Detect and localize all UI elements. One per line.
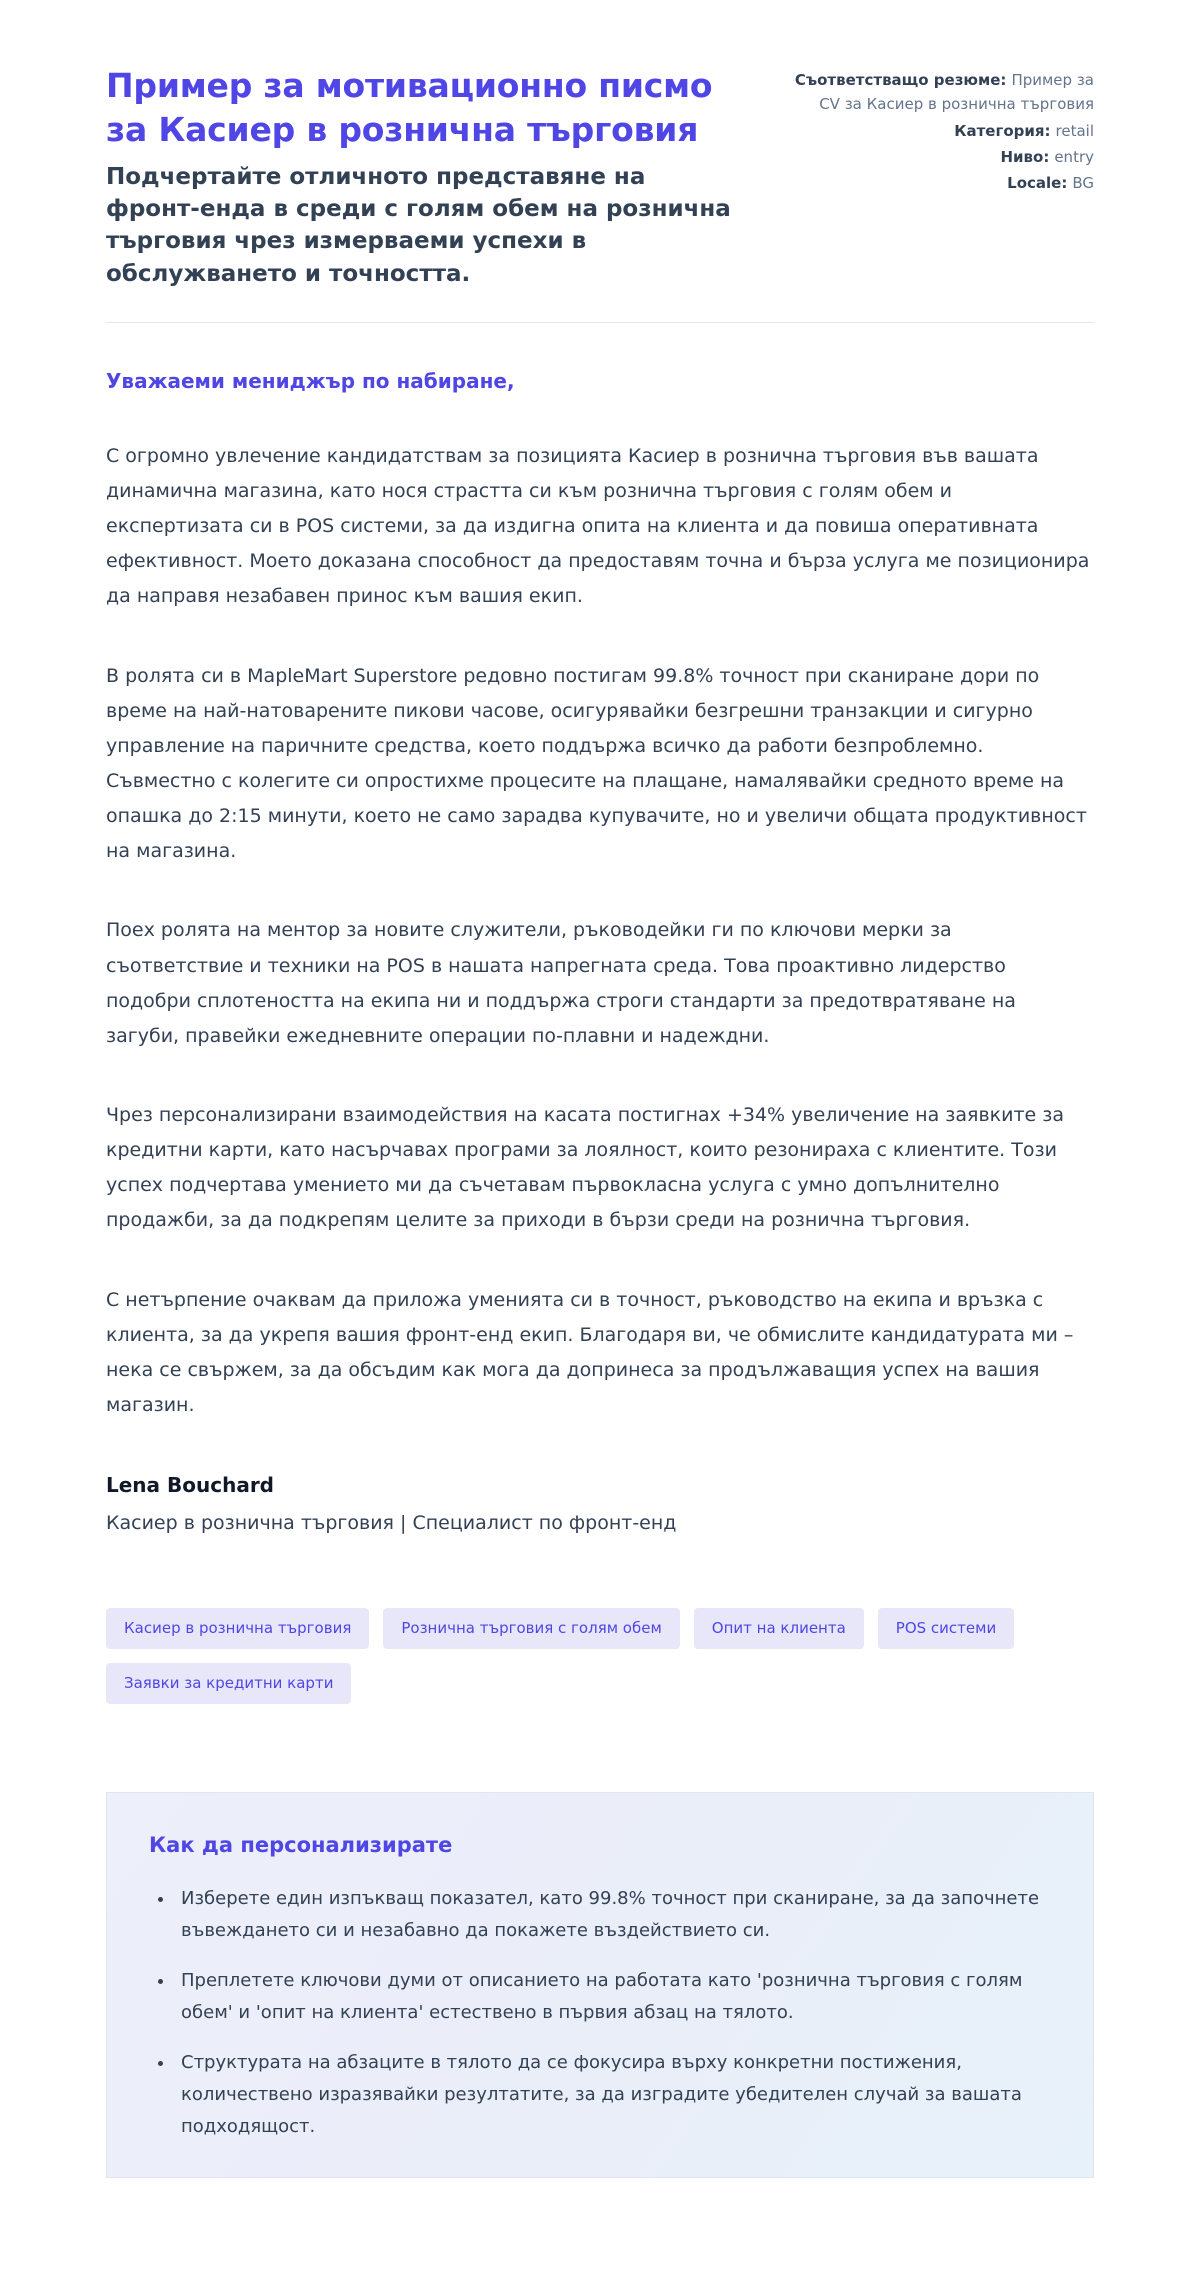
letter-paragraph: Чрез персонализирани взаимодействия на касата постигнах +34% увеличение на заявките за кредитни карти, като насърчавах програми за лоялност, които резонираха с клиентите. Този успех подчертава умението ми да съчетавам първокласна услуга с умно допълнително продажби, за да подкрепям целите за приходи в бързи среди на рознична търговия. <box>106 1103 1065 1232</box>
page-subtitle: Подчертайте отличното представяне на фронт-енда в среди с голям обем на рознична търговия чрез измерваеми успехи в обслужването и точността. <box>106 164 731 287</box>
keyword-tags <box>106 1608 1094 1704</box>
tips-item: • Преплетете ключови думи от описанието на работата като 'рознична търговия с голям обем' и 'опит на клиента' естествено в първия абзац на тялото. <box>175 1965 1051 2029</box>
tips-item: • Изберете един изпъкващ показател, като 99.8% точност при сканиране, за да започнете въвеждането си и незабавно да покажете въздействието си. <box>175 1883 1051 1947</box>
tag-chip: Рознична търговия с голям обем <box>383 1608 679 1649</box>
meta-row-matching-resume <box>794 68 1094 117</box>
header-title-block <box>106 64 746 290</box>
meta-row-category <box>794 119 1094 143</box>
meta-block <box>794 64 1094 197</box>
personalization-tips-callout <box>106 1792 1094 2178</box>
signature-name: Lena Bouchard <box>106 1473 274 1498</box>
tips-item: • Структурата на абзаците в тялото да се фокусира върху конкретни постижения, количествено изразявайки резултатите, за да изградите убедителен случай за вашата подходящост. <box>175 2047 1051 2143</box>
meta-value: Пример за CV за Касиер в рознична търговия <box>819 71 1094 114</box>
signature-role: Касиер в рознична търговия | Специалист по фронт-енд <box>106 1512 677 1535</box>
tag-chip: Касиер в рознична търговия <box>106 1608 369 1649</box>
page-header <box>106 64 1094 290</box>
letter-paragraph: С нетърпение очаквам да приложа уменията си в точност, ръководство на екипа и връзка с клиента, за да укрепя вашия фронт-енд екип. Благодаря ви, че обмислите кандидатурата ми – нека се свържем, за да обсъдим как мога да допринеса за продължаващия успех на вашия магазин. <box>106 1288 1074 1416</box>
meta-label: Locale: <box>1007 174 1068 193</box>
meta-label: Ниво: <box>1000 147 1050 166</box>
letter-paragraph: В ролята си в MapleMart Superstore редовно постигам 99.8% точност при сканиране дори по време на най-натоварените пикови часове, осигурявайки безгрешни транзакции и сигурно управление на паричните средства, което поддържа всичко да работи безпроблемно. Съвместно с колегите си опростихме процесите на плащане, намалявайки средното време на опашка до 2:15 минути, което не само зарадва купувачите, но и увеличи общата продуктивност на магазина. <box>106 664 1087 863</box>
tips-list <box>149 1883 1051 2143</box>
tag-chip: POS системи <box>878 1608 1014 1649</box>
tag-chip: Опит на клиента <box>694 1608 864 1649</box>
tips-heading: Как да персонализирате <box>149 1833 453 1858</box>
page-title: Пример за мотивационно писмо за Касиер в рознична търговия <box>106 66 713 149</box>
meta-value: entry <box>1054 147 1094 166</box>
meta-value: BG <box>1072 174 1094 193</box>
signature-block <box>106 1473 1094 1534</box>
letter-greeting: Уважаеми мениджър по набиране, <box>106 368 515 393</box>
meta-row-level <box>794 145 1094 169</box>
header-divider <box>106 322 1094 323</box>
letter-body <box>106 369 1094 1534</box>
letter-paragraph: С огромно увлечение кандидатствам за позицията Касиер в рознична търговия във вашата динамична магазина, като нося страстта си към рознична търговия с голям обем и експертизата си в POS системи, за да издигна опита на клиента и да повиша оперативната ефективност. Моето доказана способност да предоставям точна и бърза услуга ме позиционира да направя незабавен принос към вашия екип. <box>106 444 1090 608</box>
meta-value: retail <box>1055 121 1094 140</box>
meta-row-locale <box>794 171 1094 195</box>
meta-label: Съответстващо резюме: <box>794 71 1007 89</box>
letter-paragraph: Поех ролята на ментор за новите служители, ръководейки ги по ключови мерки за съответствие и техники на POS в нашата напрегната среда. Това проактивно лидерство подобри сплотеността на екипа ни и поддържа строги стандарти за предотвратяване на загуби, правейки ежедневните операции по-плавни и надеждни. <box>106 919 1016 1047</box>
meta-label: Категория: <box>954 121 1051 140</box>
tag-chip: Заявки за кредитни карти <box>106 1663 351 1704</box>
